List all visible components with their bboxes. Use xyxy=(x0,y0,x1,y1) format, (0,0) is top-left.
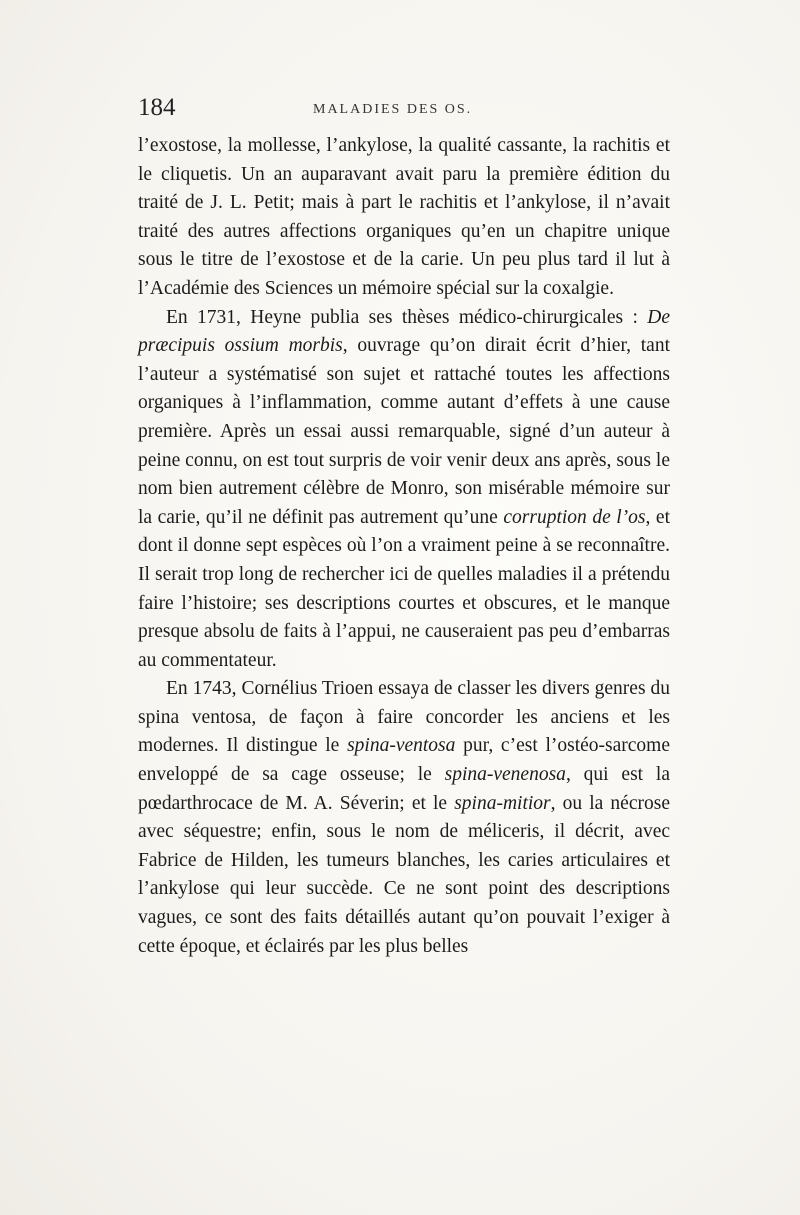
page-header xyxy=(138,94,668,124)
text-segment: pur, c’est l’ostéo-sarcome enveloppé de sa cage osseuse; le xyxy=(138,735,670,786)
paragraph xyxy=(138,132,670,304)
text-segment: En 1743, Cornélius Trioen essaya de classer les divers genres du spina ventosa, de façon à faire concorder les anciens et les modernes. Il distingue le xyxy=(138,678,670,757)
italic-text: spina-ventosa xyxy=(347,735,456,757)
text-segment: , et dont il donne sept espèces où l’on a vraiment peine à se reconnaître. Il serait trop long de rechercher ici de quelles maladies il a prétendu faire l’histoire; ses descriptions courtes et obscures, et le manque presque absolu de faits à l’appui, ne causeraient pas peu d’embarras au commentateur. xyxy=(138,506,670,671)
italic-text: spina-venenosa xyxy=(444,764,566,786)
paragraph xyxy=(138,304,670,676)
italic-text: De præcipuis ossium morbis xyxy=(138,306,670,357)
paragraph xyxy=(138,675,670,961)
text-segment: , ou la nécrose avec séquestre; enfin, sous le nom de méliceris, il décrit, avec Fabrice de Hilden, les tumeurs blanches, les caries articulaires et l’ankylose qui leur succède. Ce ne sont point des descriptions vagues, ce sont des faits détaillés autant qu’on pouvait l’exiger à cette époque, et éclairés par les plus belles xyxy=(138,792,670,957)
italic-text: corruption de l’os xyxy=(503,506,646,528)
text-segment: l’exostose, la mollesse, l’ankylose, la qualité cassante, la rachitis et le cliquetis. Un an auparavant avait paru la première édition du traité de J. L. Petit; mais à part le rachitis et l’ankylose, il n’avait traité des autres affections organiques qu’en un chapitre unique sous le titre de l’exostose et de la carie. Un peu plus tard il lut à l’Académie des Sciences un mémoire spécial sur la coxalgie. xyxy=(138,135,670,299)
text-segment: En 1731, Heyne publia ses thèses médico-chirurgicales : xyxy=(166,306,648,328)
italic-text: spina-mitior xyxy=(454,792,551,814)
body-text xyxy=(138,132,670,961)
page-number: 184 xyxy=(138,94,176,121)
running-head: MALADIES DES OS. xyxy=(313,102,473,117)
text-segment: , ouvrage qu’on dirait écrit d’hier, tant l’auteur a systématisé son sujet et rattaché toutes les affections organiques à l’inflammation, comme autant d’effets à une cause première. Après un essai aussi remarquable, signé d’un auteur à peine connu, on est tout surpris de voir venir deux ans après, sous le nom bien autrement célèbre de Monro, son misérable mémoire sur la carie, qu’il ne définit pas autrement qu’une xyxy=(138,335,671,528)
text-segment: , qui est la pœdarthrocace de M. A. Séverin; et le xyxy=(138,764,670,814)
